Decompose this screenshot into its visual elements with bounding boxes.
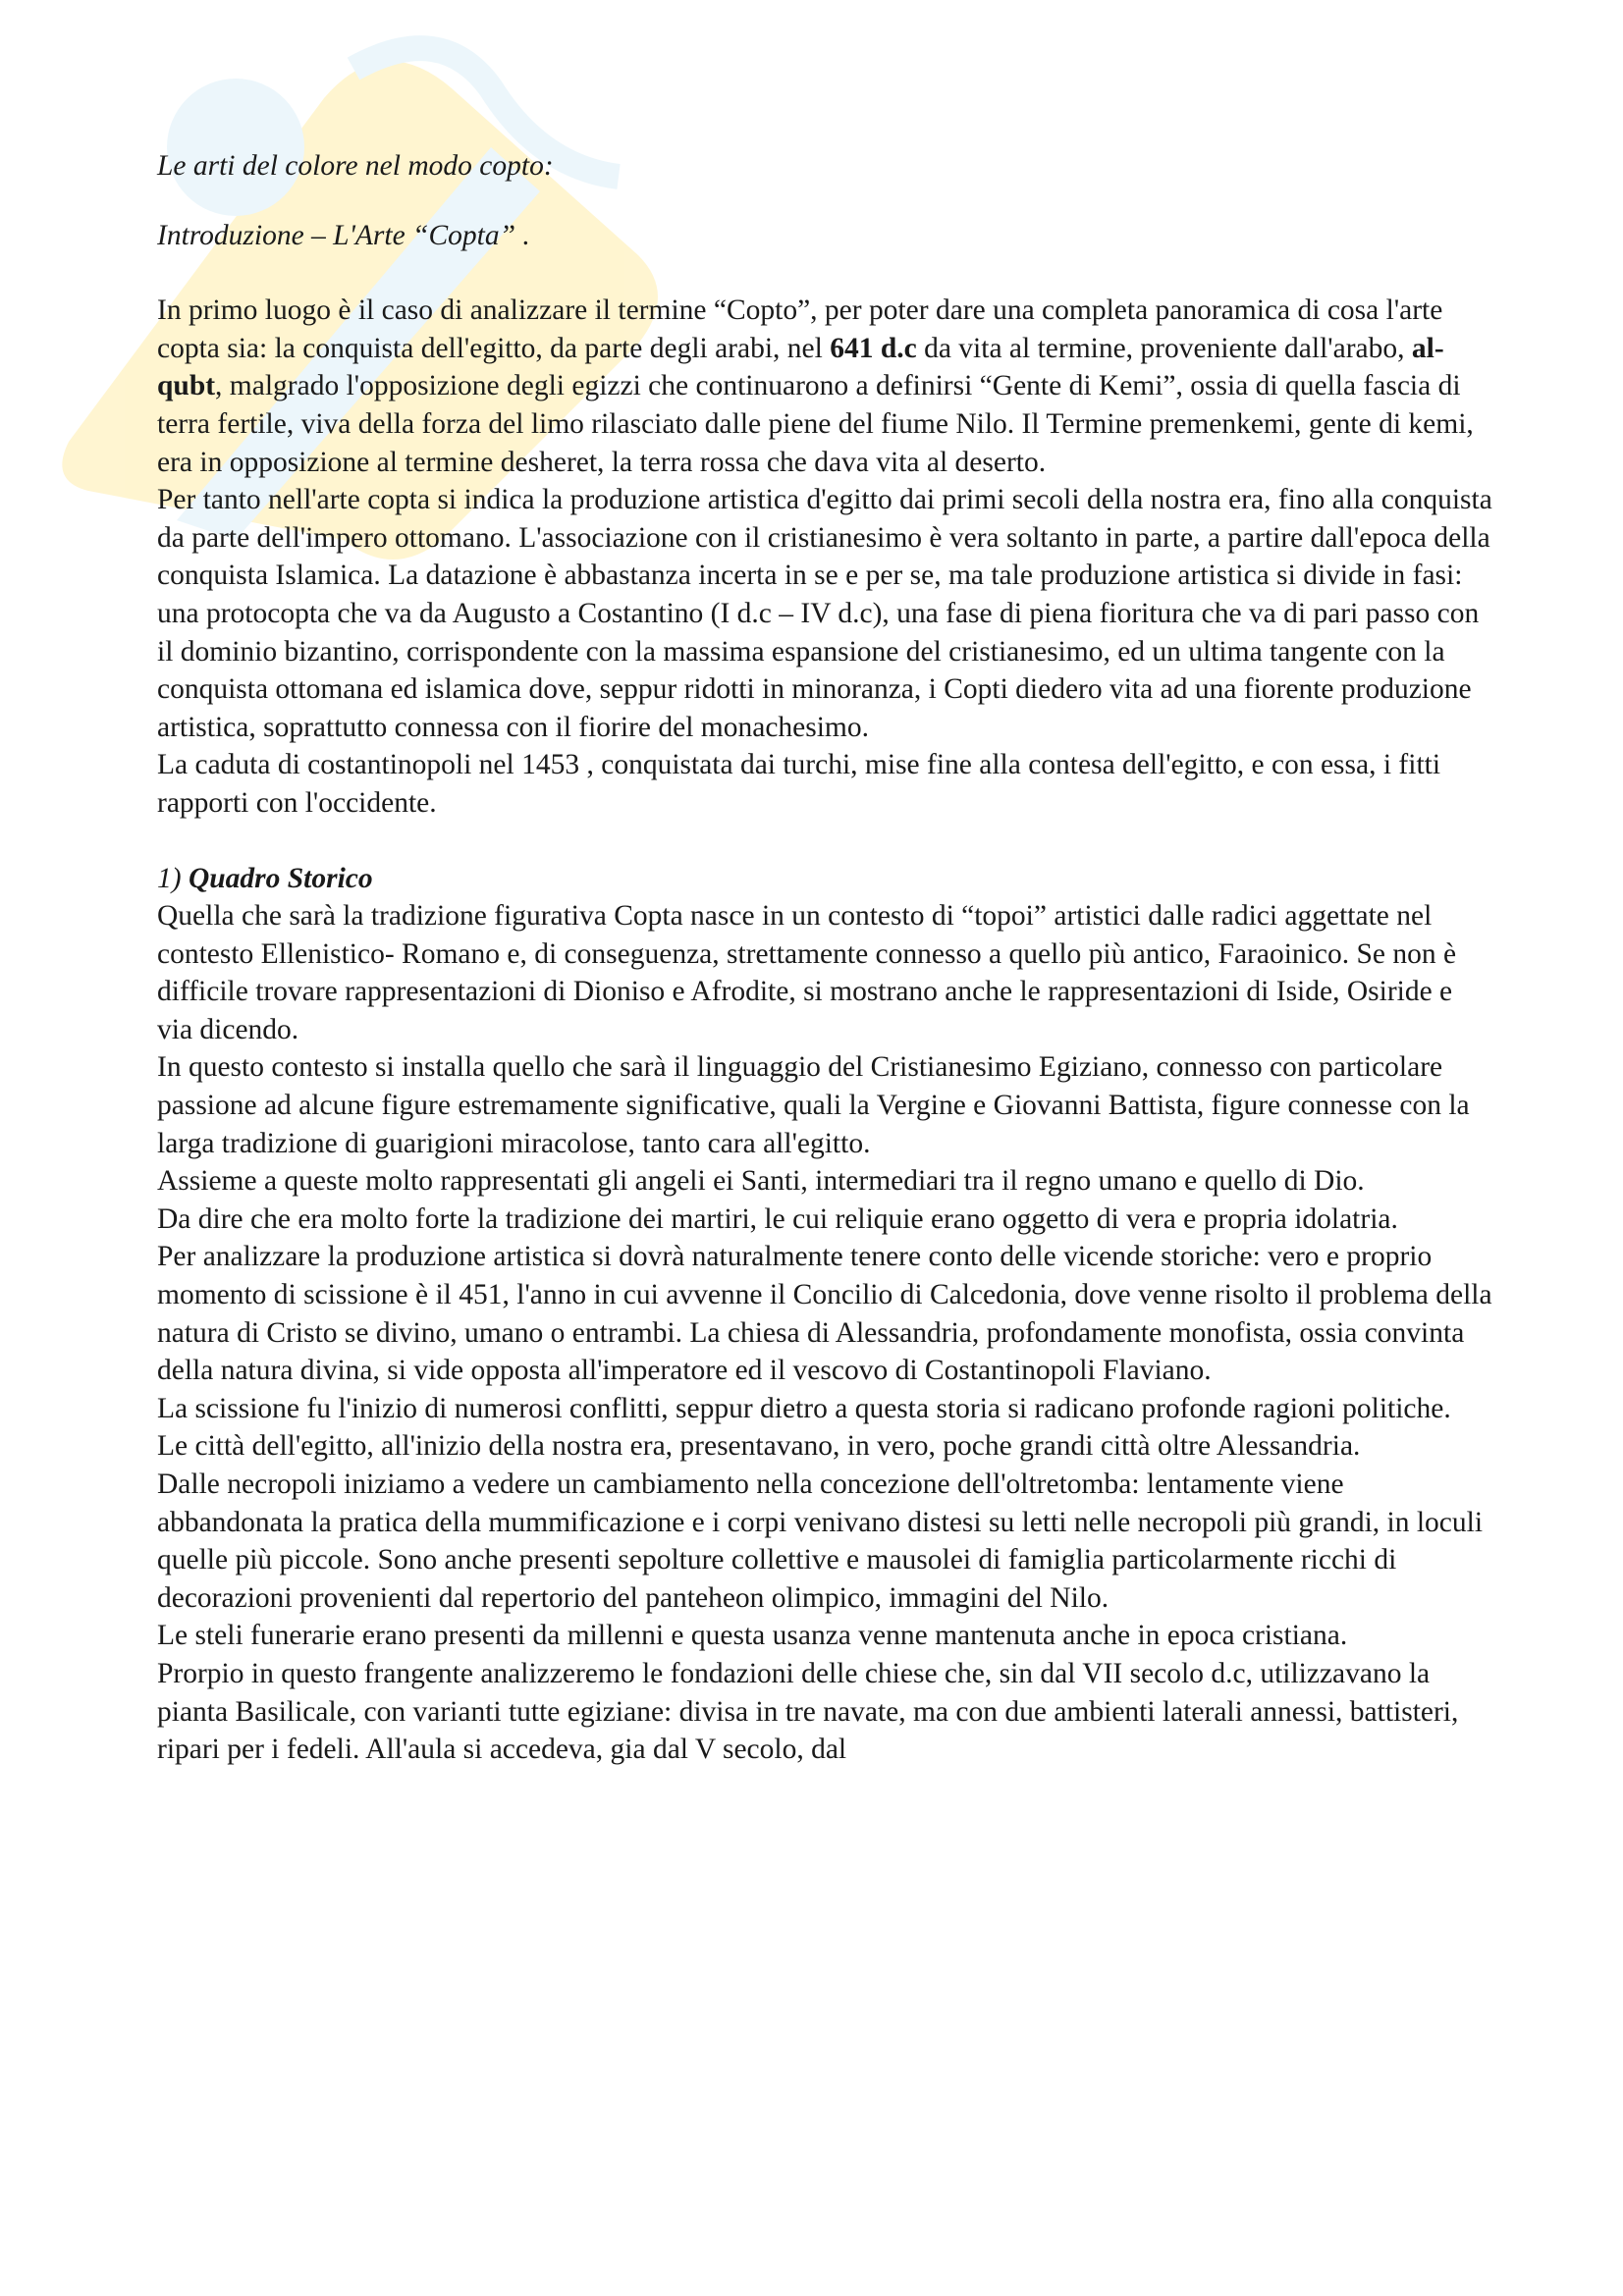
section-paragraph: Dalle necropoli iniziamo a vedere un cambiamento nella concezione dell'oltretomba: lentamente viene abbandonata la pratica della mummificazione e i corpi venivano distesi su letti nelle necropoli più grandi, in loculi quelle più piccole. Sono anche presenti sepolture collettive e mausolei di famiglia particolarmente ricchi di decorazioni provenienti dal repertorio del panteheon olimpico, immagini del Nilo.: [157, 1468, 1484, 1614]
section-paragraph: Le città dell'egitto, all'inizio della nostra era, presentavano, in vero, poche grandi città oltre Alessandria.: [157, 1430, 1361, 1463]
intro-paragraph-3: La caduta di costantinopoli nel 1453 , conquistata dai turchi, mise fine alla contesa dell'egitto, e con essa, i fitti rapporti con l'occidente.: [157, 749, 1441, 819]
document-page: [157, 147, 1492, 1769]
section-heading: 1) Quadro Storico: [157, 862, 373, 894]
section-paragraph: Quella che sarà la tradizione figurativa Copta nasce in un contesto di “topoi” artistici dalle radici aggettate nel contesto Ellenistico- Romano e, di conseguenza, strettamente connesso a quello più antico, Faraoinico. Se non è difficile trovare rappresentazioni di Dioniso e Afrodite, si mostrano anche le rappresentazioni di Iside, Osiride e via dicendo.: [157, 900, 1457, 1045]
section-paragraph: Assieme a queste molto rappresentati gli angeli ei Santi, intermediari tra il regno umano e quello di Dio.: [157, 1165, 1365, 1198]
intro-paragraph-1: In primo luogo è il caso di analizzare il termine “Copto”, per poter dare una completa panoramica di cosa l'arte copta sia: la conquista dell'egitto, da parte degli arabi, nel 641 d.c da vita al termine, proveniente dall'arabo, al-qubt, malgrado l'opposizione degli egizzi che continuarono a definirsi “Gente di Kemi”, ossia di quella fascia di terra fertile, viva della forza del limo rilasciato dalle piene del fiume Nilo. Il Termine premenkemi, gente di kemi, era in opposizione al termine desheret, la terra rossa che dava vita al deserto.: [157, 294, 1474, 478]
section-paragraph: Le steli funerarie erano presenti da millenni e questa usanza venne mantenuta anche in epoca cristiana.: [157, 1620, 1348, 1652]
section-paragraph: Per analizzare la produzione artistica si dovrà naturalmente tenere conto delle vicende storiche: vero e proprio momento di scissione è il 451, l'anno in cui avvenne il Concilio di Calcedonia, dove venne risolto il problema della natura di Cristo se divino, umano o entrambi. La chiesa di Alessandria, profondamente monofista, ossia convinta della natura divina, si vide opposta all'imperatore ed il vescovo di Costantinopoli Flaviano.: [157, 1241, 1492, 1387]
document-subtitle: Introduzione – L'Arte “Copta” .: [157, 219, 530, 251]
intro-paragraph-2: Per tanto nell'arte copta si indica la produzione artistica d'egitto dai primi secoli della nostra era, fino alla conquista da parte dell'impero ottomano. L'associazione con il cristianesimo è vera soltanto in parte, a partire dall'epoca della conquista Islamica. La datazione è abbastanza incerta in se e per se, ma tale produzione artistica si divide in fasi: una protocopta che va da Augusto a Costantino (I d.c – IV d.c), una fase di piena fioritura che va di pari passo con il dominio bizantino, corrispondente con la massima espansione del cristianesimo, ed un ultima tangente con la conquista ottomana ed islamica dove, seppur ridotti in minoranza, i Copti diedero vita ad una fiorente produzione artistica, soprattutto connessa con il fiorire del monachesimo.: [157, 484, 1492, 743]
date-641: 641 d.c: [830, 332, 917, 364]
section-paragraph: In questo contesto si installa quello che sarà il linguaggio del Cristianesimo Egiziano, connesso con particolare passione ad alcune figure estremamente significative, quali la Vergine e Giovanni Battista, figure connesse con la larga tradizione di guarigioni miracolose, tanto cara all'egitto.: [157, 1051, 1470, 1159]
section-paragraph: Da dire che era molto forte la tradizione dei martiri, le cui reliquie erano oggetto di vera e propria idolatria.: [157, 1202, 1398, 1235]
section-paragraph: Prorpio in questo frangente analizzeremo le fondazioni delle chiese che, sin dal VII secolo d.c, utilizzavano la pianta Basilicale, con varianti tutte egiziane: divisa in tre navate, ma con due ambienti laterali annessi, battisteri, ripari per i fedeli. All'aula si accedeva, gia dal V secolo, dal: [157, 1657, 1459, 1766]
section-paragraph: La scissione fu l'inizio di numerosi conflitti, seppur dietro a questa storia si radicano profonde ragioni politiche.: [157, 1392, 1451, 1424]
term-al-qubt: al-qubt: [157, 332, 1444, 402]
document-title: Le arti del colore nel modo copto:: [157, 150, 554, 182]
